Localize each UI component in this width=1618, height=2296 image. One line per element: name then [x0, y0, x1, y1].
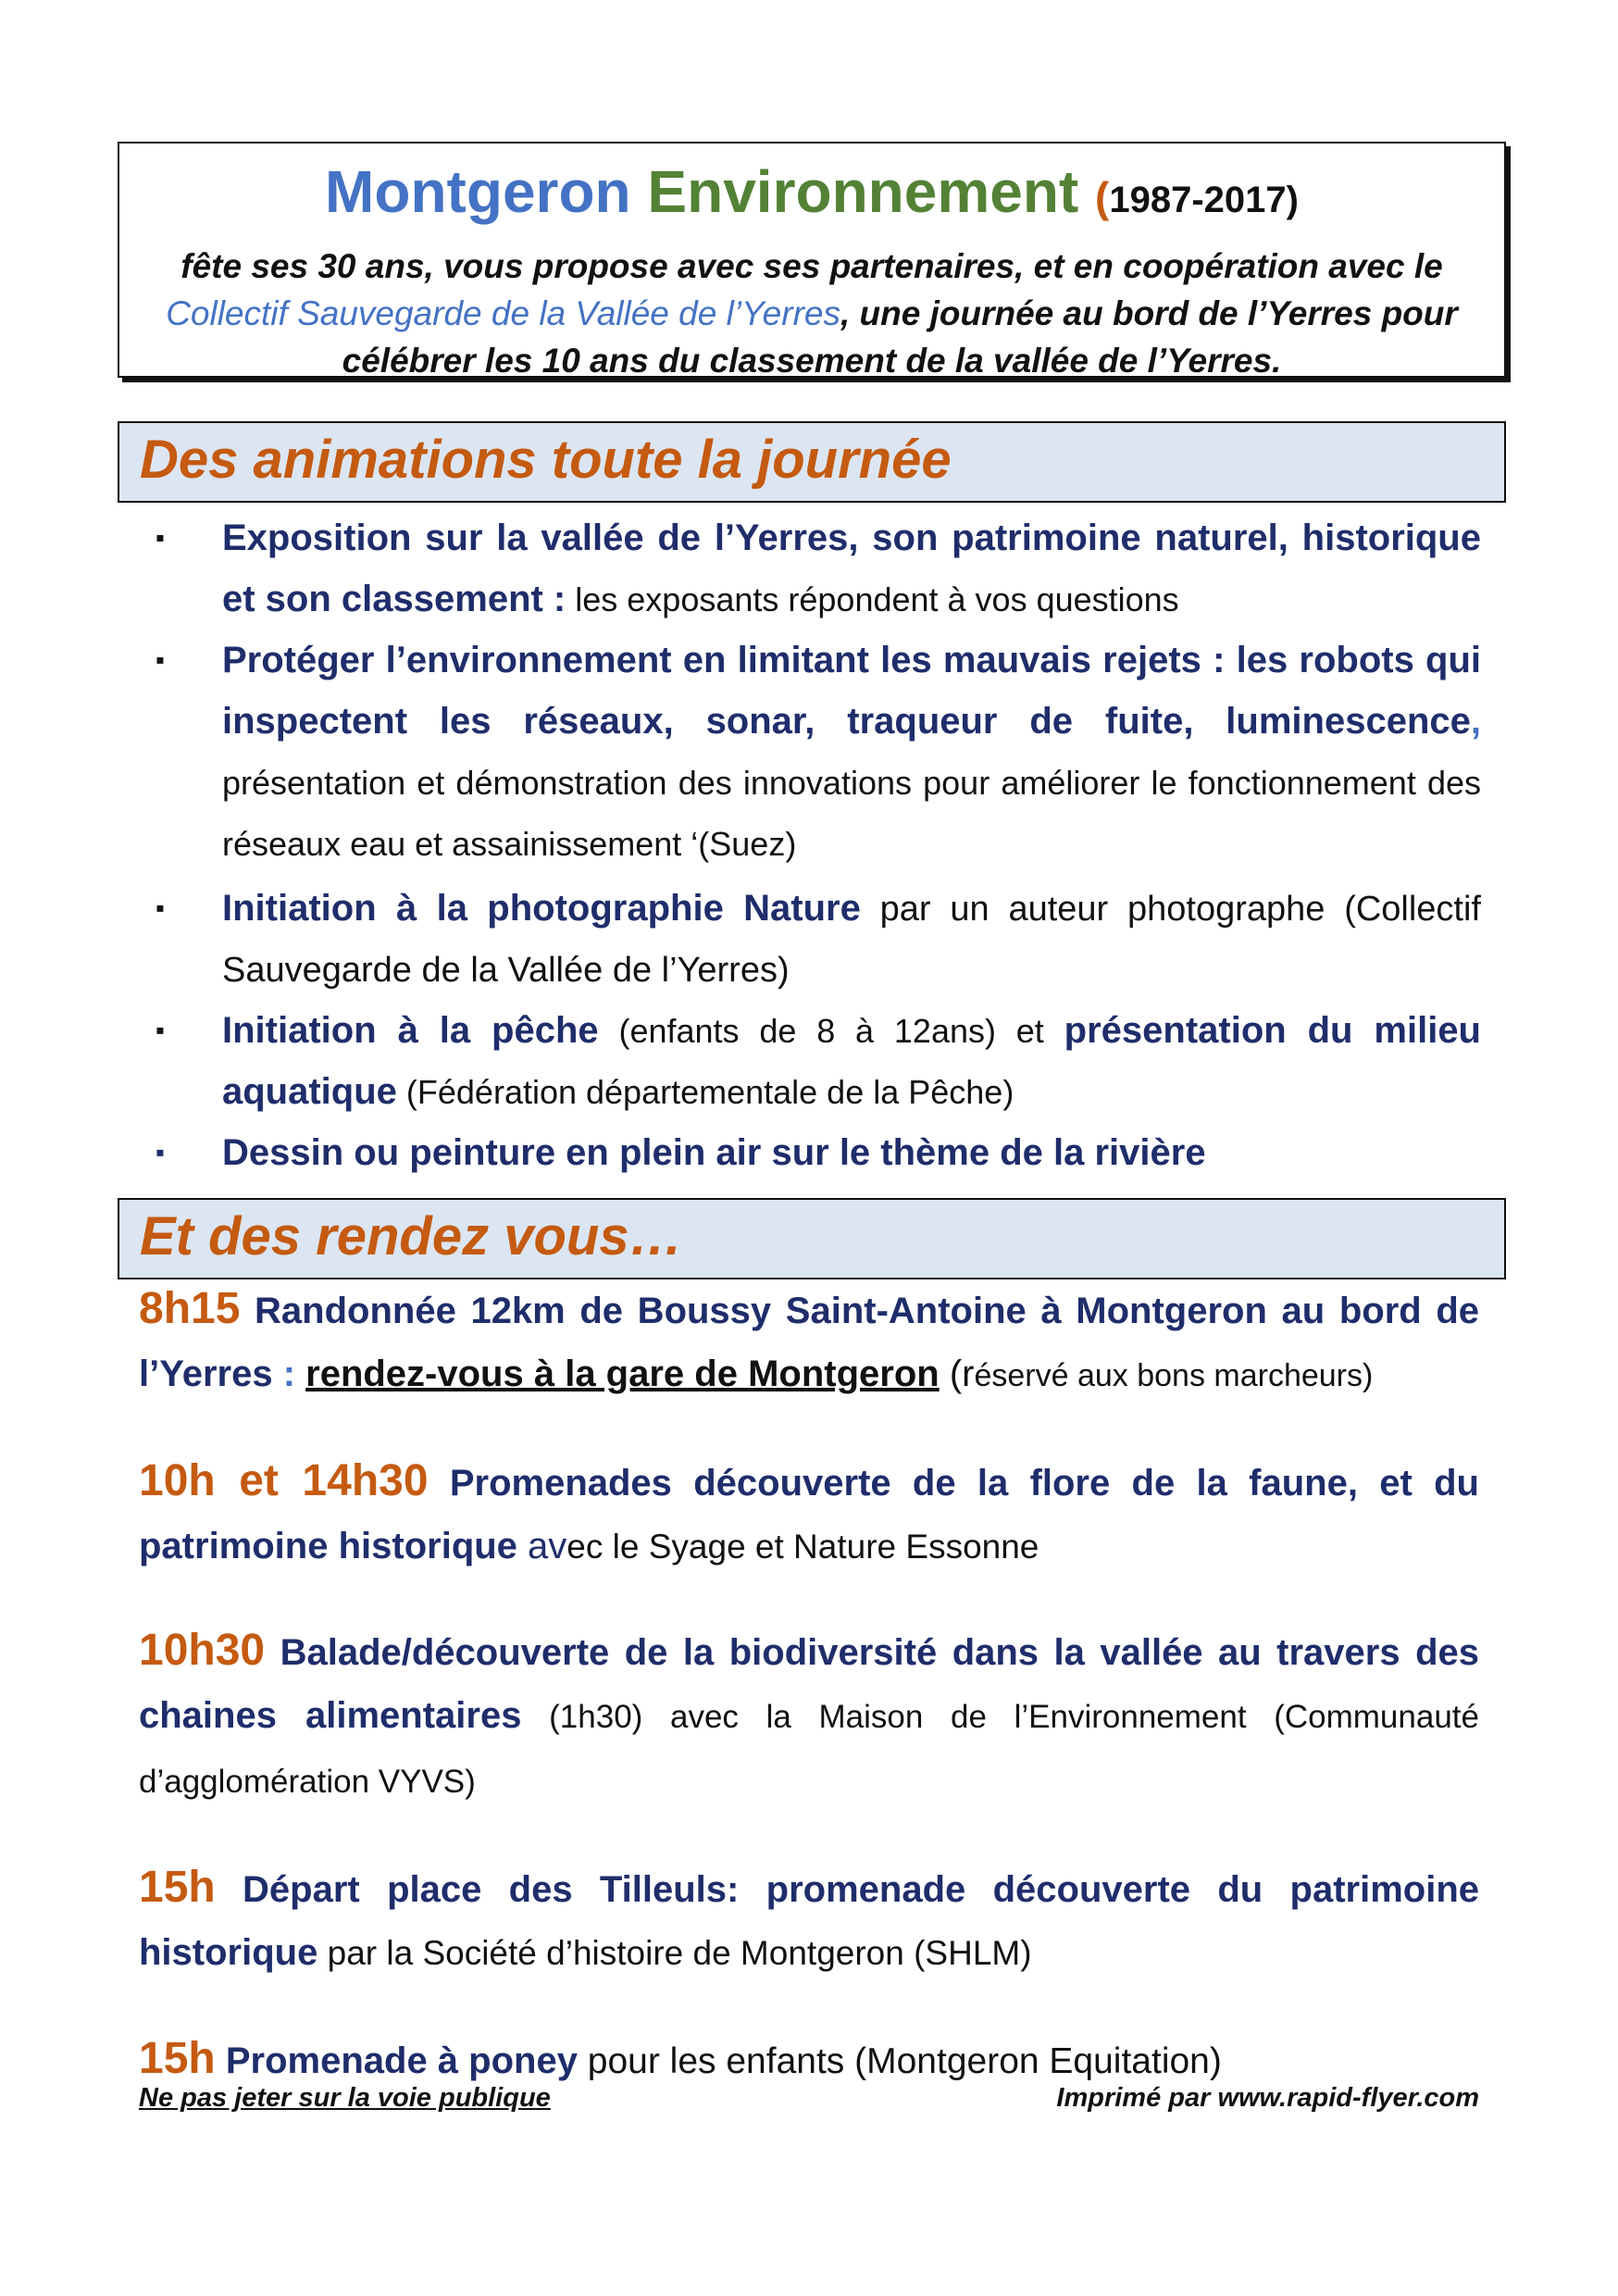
activity-title: Dessin ou peinture en plein air sur le thème de la rivière: [222, 1132, 1206, 1173]
list-item: [139, 878, 1481, 1000]
activities-list: [139, 507, 1481, 1183]
header-intro: [156, 243, 1467, 384]
event-title-av: av: [517, 1526, 567, 1566]
bullet-icon: ▪: [156, 1016, 165, 1044]
intro-collectif: Collectif Sauvegarde de la Vallée de l’Yerres: [166, 294, 840, 332]
event-rest: (1h30) avec la Maison de l’Environnement (Communauté d’agglomération VYVS): [139, 1699, 1479, 1800]
section-rendezvous-header: [118, 1198, 1506, 1279]
intro-line3: célébrer les 10 ans du classement de la vallée de l’Yerres.: [342, 342, 1282, 380]
title-montgeron: Montgeron: [325, 158, 631, 225]
event-item: [139, 1450, 1479, 1578]
activity-desc: par un auteur photographe (Collectif Sauvegarde de la Vallée de l’Yerres): [222, 890, 1481, 990]
bullet-icon: ▪: [156, 645, 165, 674]
event-colon: :: [282, 1354, 306, 1394]
activity-title-2: présentation du milieu aquatique: [222, 1010, 1481, 1112]
page-title: [119, 156, 1504, 235]
title-years: 1987-2017): [1109, 180, 1299, 220]
event-time: 10h et 14h30: [139, 1456, 429, 1505]
event-meeting-point: rendez-vous à la gare de Montgeron: [305, 1354, 940, 1394]
header-box: [118, 142, 1506, 378]
event-title: Promenade à poney: [215, 2040, 578, 2081]
section-animations-title: Des animations toute la journée: [140, 430, 952, 490]
list-item: [139, 630, 1481, 874]
section-rendezvous-title: Et des rendez vous…: [140, 1206, 683, 1267]
activity-title: Exposition sur la vallée de l’Yerres, son patrimoine naturel, historique et son classement :: [222, 518, 1481, 619]
intro-line2: , une journée au bord de l’Yerres pour: [840, 294, 1458, 332]
activity-title: Protéger l’environnement en limitant les mauvais rejets : les robots qui inspectent les réseaux, sonar, traqueur de fuite, luminescence: [222, 640, 1481, 742]
bullet-icon: ▪: [156, 1138, 165, 1167]
footer-notice: Ne pas jeter sur la voie publique: [139, 2083, 551, 2113]
activity-desc: les exposants répondent à vos questions: [566, 580, 1179, 618]
list-item: [139, 1000, 1481, 1122]
list-item: [139, 507, 1481, 630]
event-title: Randonnée 12km de Boussy Saint-Antoine à Montgeron au bord de l’Yerres: [139, 1291, 1479, 1394]
events-list: [139, 1278, 1479, 2093]
event-item: [139, 1619, 1479, 1814]
event-time: 15h: [139, 1863, 216, 1912]
footer-printer: Imprimé par www.rapid-flyer.com: [1056, 2083, 1479, 2113]
event-time: 8h15: [139, 1284, 241, 1333]
event-note: éservé aux bons marcheurs): [974, 1358, 1374, 1393]
event-item: [139, 1278, 1479, 1407]
activity-desc: présentation et démonstration des innovations pour améliorer le fonctionnement des réseaux eau et assainissement ‘(Suez): [222, 764, 1481, 863]
event-rest: ec le Syage et Nature Essonne: [566, 1528, 1039, 1566]
event-time: 10h30: [139, 1626, 266, 1675]
bullet-icon: ▪: [156, 893, 165, 922]
bullet-icon: ▪: [156, 523, 165, 552]
event-rest: (r: [939, 1354, 975, 1394]
activity-title: Initiation à la pêche: [222, 1010, 599, 1051]
activity-desc-2: (Fédération départementale de la Pêche): [396, 1073, 1014, 1111]
section-animations-header: [118, 421, 1506, 503]
event-item: [139, 1856, 1479, 1985]
title-paren: (: [1095, 173, 1110, 221]
event-title: Départ place des Tilleuls: promenade découverte du patrimoine historique: [139, 1869, 1479, 1973]
event-title: Balade/découverte de la biodiversité dans la vallée au travers des chaines alimentaires: [139, 1632, 1479, 1736]
activity-title: Initiation à la photographie Nature: [222, 888, 861, 929]
event-rest: par la Société d’histoire de Montgeron (SHLM): [317, 1934, 1032, 1972]
list-item: [139, 1122, 1481, 1183]
event-time: 15h: [139, 2034, 216, 2083]
event-rest: pour les enfants (Montgeron Equitation): [577, 2041, 1222, 2081]
activity-desc: (enfants de 8 à 12ans) et: [598, 1012, 1064, 1050]
intro-line1: fête ses 30 ans, vous propose avec ses partenaires, et en coopération avec le: [180, 247, 1443, 285]
title-environnement: Environnement: [647, 158, 1079, 225]
activity-comma: ,: [1470, 701, 1481, 742]
event-title: Promenades découverte de la flore de la faune, et du patrimoine historique: [139, 1463, 1479, 1566]
